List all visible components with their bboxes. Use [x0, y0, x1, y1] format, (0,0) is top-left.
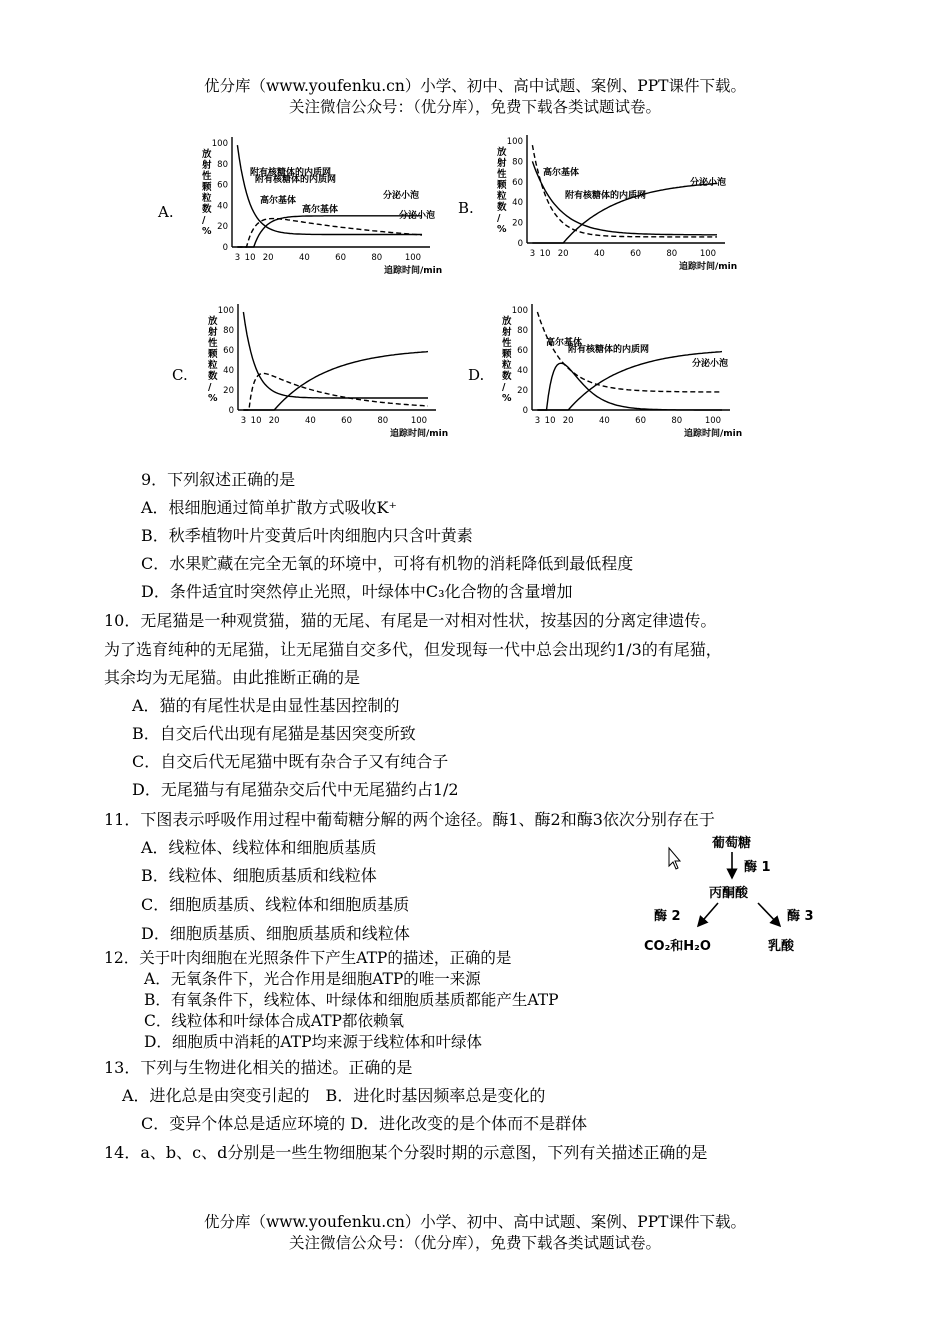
y-tick-label: 80 — [223, 326, 234, 336]
y-tick-label: 100 — [506, 137, 523, 147]
x-tick-label: 3 — [240, 416, 247, 426]
page-header-line-2: 关注微信公众号：（优分库），免费下载各类试题试卷。 — [288, 98, 661, 116]
x-tick-label: 3 — [234, 253, 241, 263]
q9-option-c: C．水果贮藏在完全无氧的环境中，可将有机物的消耗降低到最低程度 — [141, 554, 634, 573]
y-axis-label-char: 颗 — [208, 349, 218, 360]
curve-3 — [237, 219, 422, 247]
enzyme-2-label: 酶 2 — [654, 909, 681, 924]
y-tick-label: 20 — [223, 386, 234, 396]
y-axis-label-char: 射 — [208, 327, 218, 338]
y-tick-label: 20 — [517, 386, 528, 396]
y-axis-label-char: 数 — [497, 202, 507, 213]
y-axis-label-char: 粒 — [208, 360, 218, 371]
y-axis-label-char: % — [208, 393, 218, 404]
arrow-enzyme-3 — [758, 903, 780, 926]
y-axis-label-char: / — [208, 382, 212, 393]
x-tick-label: 80 — [671, 416, 683, 426]
y-axis-label-char: % — [202, 226, 212, 237]
y-tick-label: 20 — [217, 222, 228, 233]
x-tick-label: 20 — [562, 416, 574, 426]
q12-stem: 12．关于叶肉细胞在光照条件下产生ATP的描述，正确的是 — [104, 949, 512, 967]
q11-option-a: A．线粒体、线粒体和细胞质基质 — [141, 838, 377, 857]
q12-option-d: D．细胞质中消耗的ATP均来源于线粒体和叶绿体 — [144, 1033, 483, 1051]
graph-panel-label: D. — [468, 366, 485, 384]
x-tick-label: 60 — [341, 416, 352, 426]
respiration-pathway-diagram — [640, 834, 840, 964]
x-axis-label: 追踪时间/min — [390, 429, 449, 439]
x-tick-label: 20 — [262, 253, 274, 263]
curve-2 — [243, 373, 428, 410]
x-tick-label: 3 — [534, 416, 541, 426]
y-tick-label: 0 — [522, 406, 528, 416]
graph-panel-label: B. — [458, 199, 474, 217]
y-tick-label: 80 — [517, 326, 528, 336]
curve-label: 高尔基体 — [543, 168, 580, 178]
x-tick-label: 40 — [304, 416, 316, 426]
curve-2 — [237, 216, 422, 247]
x-tick-label: 60 — [635, 416, 646, 426]
x-tick-label: 10 — [539, 249, 551, 259]
x-tick-label: 100 — [699, 249, 717, 259]
y-tick-label: 60 — [217, 180, 228, 191]
y-tick-label: 0 — [222, 243, 228, 253]
secretion-tracking-graphs — [0, 130, 950, 439]
y-tick-label: 100 — [511, 306, 528, 316]
x-tick-label: 60 — [335, 253, 346, 263]
x-tick-label: 80 — [377, 416, 389, 426]
curve-3 — [243, 352, 428, 410]
curve-label: 分泌小泡 — [692, 359, 729, 369]
y-tick-label: 80 — [217, 159, 228, 170]
q10-stem-2: 为了选育纯种的无尾猫，让无尾猫自交多代，但发现每一代中总会出现约1/3的有尾猫， — [104, 640, 722, 659]
lactic-acid-label: 乳酸 — [768, 939, 795, 954]
enzyme-1-label: 酶 1 — [744, 860, 771, 875]
x-tick-label: 100 — [410, 416, 428, 426]
y-axis-label-char: 放 — [497, 147, 507, 158]
y-axis-label-char: 粒 — [202, 193, 212, 204]
q10-stem-3: 其余均为无尾猫。由此推断正确的是 — [104, 668, 361, 687]
q10-option-b: B．自交后代出现有尾猫是基因突变所致 — [132, 724, 416, 743]
x-tick-label: 100 — [704, 416, 722, 426]
x-tick-label: 60 — [630, 249, 641, 259]
x-axis-label: 追踪时间/min — [679, 262, 738, 272]
q12-option-c: C．线粒体和叶绿体合成ATP都依赖氧 — [144, 1012, 404, 1030]
x-axis-label: 追踪时间/min — [384, 266, 443, 276]
y-tick-label: 40 — [512, 198, 523, 209]
y-tick-label: 0 — [517, 239, 523, 249]
q11-option-d: D．细胞质基质、细胞质基质和线粒体 — [141, 924, 410, 943]
q10-option-c: C．自交后代无尾猫中既有杂合子又有纯合子 — [132, 752, 449, 771]
curve-label: 高尔基体 — [302, 205, 339, 215]
y-axis-label-char: 粒 — [502, 360, 512, 371]
q12-option-a: A．无氧条件下，光合作用是细胞ATP的唯一来源 — [144, 970, 481, 988]
curve-label: 附有核糖体的内质网 — [565, 191, 647, 201]
y-axis-label-char: 射 — [502, 327, 512, 338]
curve-label: 高尔基体 — [546, 338, 583, 348]
y-axis-label-char: 射 — [202, 160, 212, 171]
y-axis-label-char: % — [502, 393, 512, 404]
y-tick-label: 100 — [217, 306, 234, 316]
curve-1 — [537, 363, 722, 410]
y-tick-label: 40 — [517, 366, 528, 376]
x-tick-label: 10 — [250, 416, 262, 426]
glucose-label: 葡萄糖 — [712, 836, 752, 851]
q11-option-c: C．细胞质基质、线粒体和细胞质基质 — [141, 895, 410, 914]
q14-stem: 14．a、b、c、d分别是一些生物细胞某个分裂时期的示意图，下列有关描述正确的是 — [104, 1143, 708, 1162]
y-axis-label-char: 数 — [208, 371, 218, 382]
y-axis-label-char: 放 — [202, 149, 212, 160]
page-footer-line-2: 关注微信公众号：（优分库），免费下载各类试题试卷。 — [288, 1234, 661, 1252]
y-tick-label: 60 — [517, 346, 528, 356]
y-axis-label-char: 性 — [497, 169, 507, 180]
q13-options-cd: C．变异个体总是适应环境的 D．进化改变的是个体而不是群体 — [141, 1114, 588, 1133]
y-axis-label-char: 性 — [202, 171, 212, 182]
y-axis-label-char: 放 — [502, 316, 512, 327]
curve-label: 附有核糖体的内质网 — [255, 175, 337, 185]
q10-option-a: A．猫的有尾性状是由显性基因控制的 — [132, 696, 400, 715]
q10-option-d: D．无尾猫与有尾猫杂交后代中无尾猫约占1/2 — [132, 780, 459, 799]
x-tick-label: 40 — [298, 253, 310, 263]
y-tick-label: 60 — [512, 177, 523, 188]
curve-label: 分泌小泡 — [383, 191, 420, 201]
y-axis-label-char: / — [202, 215, 206, 226]
curve-label: 附有核糖体的内质网 — [568, 345, 650, 355]
y-tick-label: 40 — [217, 201, 228, 212]
q11-stem: 11．下图表示呼吸作用过程中葡萄糖分解的两个途径。酶1、酶2和酶3依次分别存在于 — [104, 810, 715, 829]
y-axis-label-char: 射 — [497, 158, 507, 169]
q11-option-b: B．线粒体、细胞质基质和线粒体 — [141, 866, 377, 885]
co2-h2o-label: CO₂和H₂O — [644, 939, 711, 954]
q9-option-b: B．秋季植物叶片变黄后叶肉细胞内只含叶黄素 — [141, 526, 473, 545]
arrow-enzyme-2 — [698, 903, 718, 926]
curve-label: 附有核糖体的内质网 — [250, 168, 332, 178]
y-axis-label-char: 数 — [202, 204, 212, 215]
x-axis-label: 追踪时间/min — [684, 429, 743, 439]
curve-label: 分泌小泡 — [399, 211, 436, 221]
q9-option-d: D．条件适宜时突然停止光照，叶绿体中C₃化合物的含量增加 — [141, 582, 573, 601]
y-axis-label-char: 数 — [502, 371, 512, 382]
x-tick-label: 40 — [593, 249, 605, 259]
pyruvate-label: 丙酮酸 — [709, 886, 749, 901]
y-tick-label: 20 — [512, 218, 523, 229]
y-axis-label-char: % — [497, 224, 507, 235]
y-axis-label-char: / — [502, 382, 506, 393]
y-tick-label: 80 — [512, 157, 523, 168]
q10-stem-1: 10．无尾猫是一种观赏猫，猫的无尾、有尾是一对相对性状，按基因的分离定律遗传。 — [104, 611, 717, 630]
page-header-line-1: 优分库（www.youfenku.cn）小学、初中、高中试题、案例、PPT课件下载。 — [203, 77, 747, 95]
x-tick-label: 20 — [268, 416, 280, 426]
x-tick-label: 80 — [666, 249, 678, 259]
y-tick-label: 60 — [223, 346, 234, 356]
y-tick-label: 0 — [228, 406, 234, 416]
curve-1 — [243, 312, 428, 398]
curve-label: 高尔基体 — [260, 196, 297, 206]
q13-options-ab: A．进化总是由突变引起的 B．进化时基因频率总是变化的 — [122, 1086, 546, 1105]
x-tick-label: 10 — [544, 416, 556, 426]
q9-stem: 9．下列叙述正确的是 — [141, 470, 296, 489]
y-axis-label-char: / — [497, 213, 501, 224]
y-tick-label: 40 — [223, 366, 234, 376]
q13-stem: 13．下列与生物进化相关的描述。正确的是 — [104, 1058, 413, 1077]
x-tick-label: 40 — [598, 416, 610, 426]
y-axis-label-char: 颗 — [502, 349, 512, 360]
x-tick-label: 20 — [557, 249, 569, 259]
y-axis-label-char: 放 — [208, 316, 218, 327]
graph-panel-label: A. — [158, 203, 174, 221]
page-footer-line-1: 优分库（www.youfenku.cn）小学、初中、高中试题、案例、PPT课件下载。 — [203, 1213, 747, 1231]
curve-1 — [237, 145, 422, 234]
mouse-cursor-icon — [669, 848, 680, 869]
curve-label: 分泌小泡 — [690, 178, 727, 188]
y-tick-label: 100 — [211, 139, 228, 149]
y-axis-label-char: 颗 — [497, 180, 507, 191]
enzyme-3-label: 酶 3 — [787, 909, 814, 924]
x-tick-label: 10 — [244, 253, 256, 263]
y-axis-label-char: 粒 — [497, 191, 507, 202]
x-tick-label: 100 — [404, 253, 422, 263]
x-tick-label: 3 — [529, 249, 536, 259]
x-tick-label: 80 — [371, 253, 383, 263]
q9-option-a: A．根细胞通过简单扩散方式吸收K⁺ — [141, 498, 397, 517]
graph-panel-label: C. — [172, 366, 188, 384]
q12-option-b: B．有氧条件下，线粒体、叶绿体和细胞质基质都能产生ATP — [144, 991, 559, 1009]
y-axis-label-char: 颗 — [202, 182, 212, 193]
y-axis-label-char: 性 — [208, 338, 218, 349]
y-axis-label-char: 性 — [502, 338, 512, 349]
